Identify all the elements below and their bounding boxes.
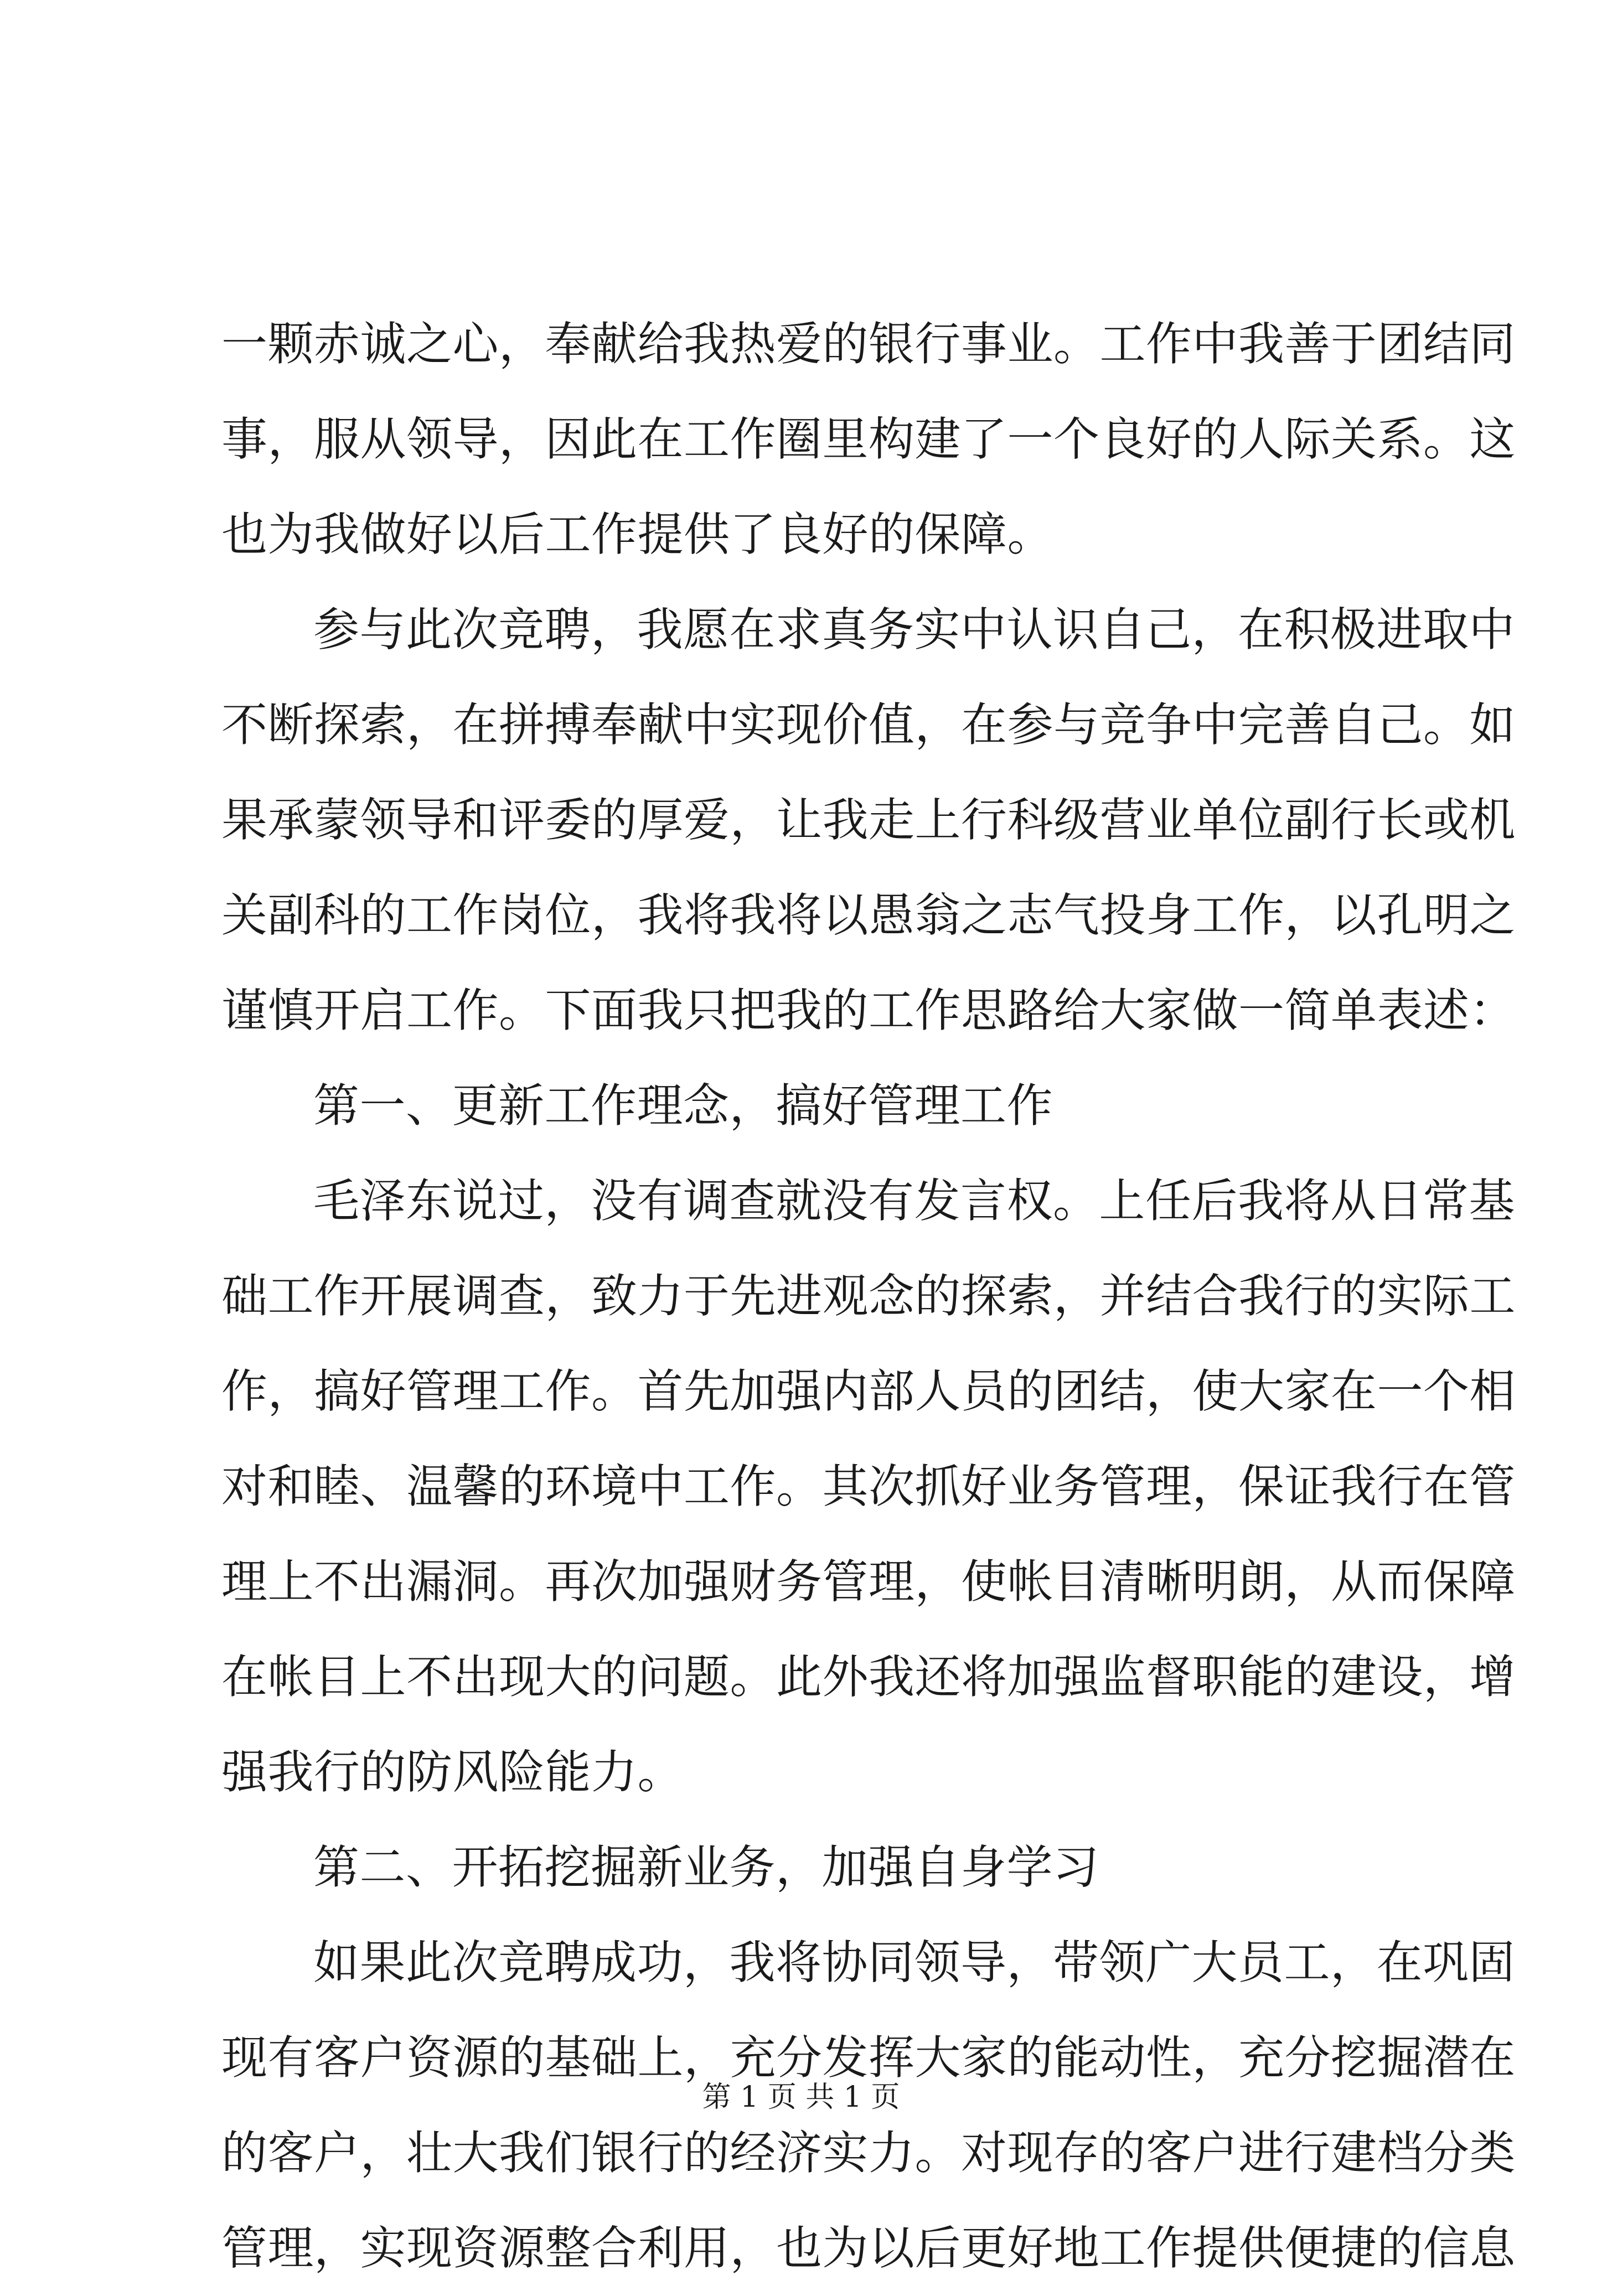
text-line: 事，服从领导，因此在工作圈里构建了一个良好的人际关系。这 (221, 412, 1516, 466)
paragraph-first-line: 参与此次竞聘，我愿在求真务实中认识自己，在积极进取中 (313, 603, 1515, 656)
section-heading-1: 第一、更新工作理念，搞好管理工作 (313, 1079, 1053, 1133)
text-line: 现有客户资源的基础上，充分发挥大家的能动性，充分挖掘潜在 (221, 2031, 1516, 2085)
paragraph-first-line: 毛泽东说过，没有调查就没有发言权。上任后我将从日常基 (313, 1174, 1515, 1228)
text-line: 作，搞好管理工作。首先加强内部人员的团结，使大家在一个相 (221, 1364, 1516, 1418)
text-line: 果承蒙领导和评委的厚爱，让我走上行科级营业单位副行长或机 (221, 793, 1516, 847)
page-number-label: 第 1 页 共 1 页 (702, 2081, 900, 2114)
text-line: 不断探索，在拼搏奉献中实现价值，在参与竞争中完善自己。如 (221, 698, 1516, 752)
text-line: 的客户，壮大我们银行的经济实力。对现存的客户进行建档分类 (221, 2126, 1516, 2180)
text-line: 也为我做好以后工作提供了良好的保障。 (221, 508, 1053, 561)
text-line: 一颗赤诚之心，奉献给我热爱的银行事业。工作中我善于团结同 (221, 317, 1516, 371)
text-line: 对和睦、温馨的环境中工作。其次抓好业务管理，保证我行在管 (221, 1460, 1516, 1513)
page-footer (0, 2078, 1602, 2117)
text-line: 理上不出漏洞。再次加强财务管理，使帐目清晰明朗，从而保障 (221, 1555, 1516, 1609)
text-line: 谨慎开启工作。下面我只把我的工作思路给大家做一简单表述： (221, 984, 1516, 1037)
text-line: 关副科的工作岗位，我将我将以愚翁之志气投身工作，以孔明之 (221, 888, 1516, 942)
document-body (221, 297, 1516, 2296)
text-line: 在帐目上不出现大的问题。此外我还将加强监督职能的建设，增 (221, 1650, 1516, 1704)
section-heading-2: 第二、开拓挖掘新业务，加强自身学习 (313, 1840, 1099, 1894)
text-line: 强我行的防风险能力。 (221, 1745, 684, 1799)
text-line: 础工作开展调查，致力于先进观念的探索，并结合我行的实际工 (221, 1269, 1516, 1323)
paragraph-first-line: 如果此次竞聘成功，我将协同领导，带领广大员工，在巩固 (313, 1936, 1515, 1989)
text-line: 管理，实现资源整合利用，也为以后更好地工作提供便捷的信息 (221, 2221, 1516, 2275)
